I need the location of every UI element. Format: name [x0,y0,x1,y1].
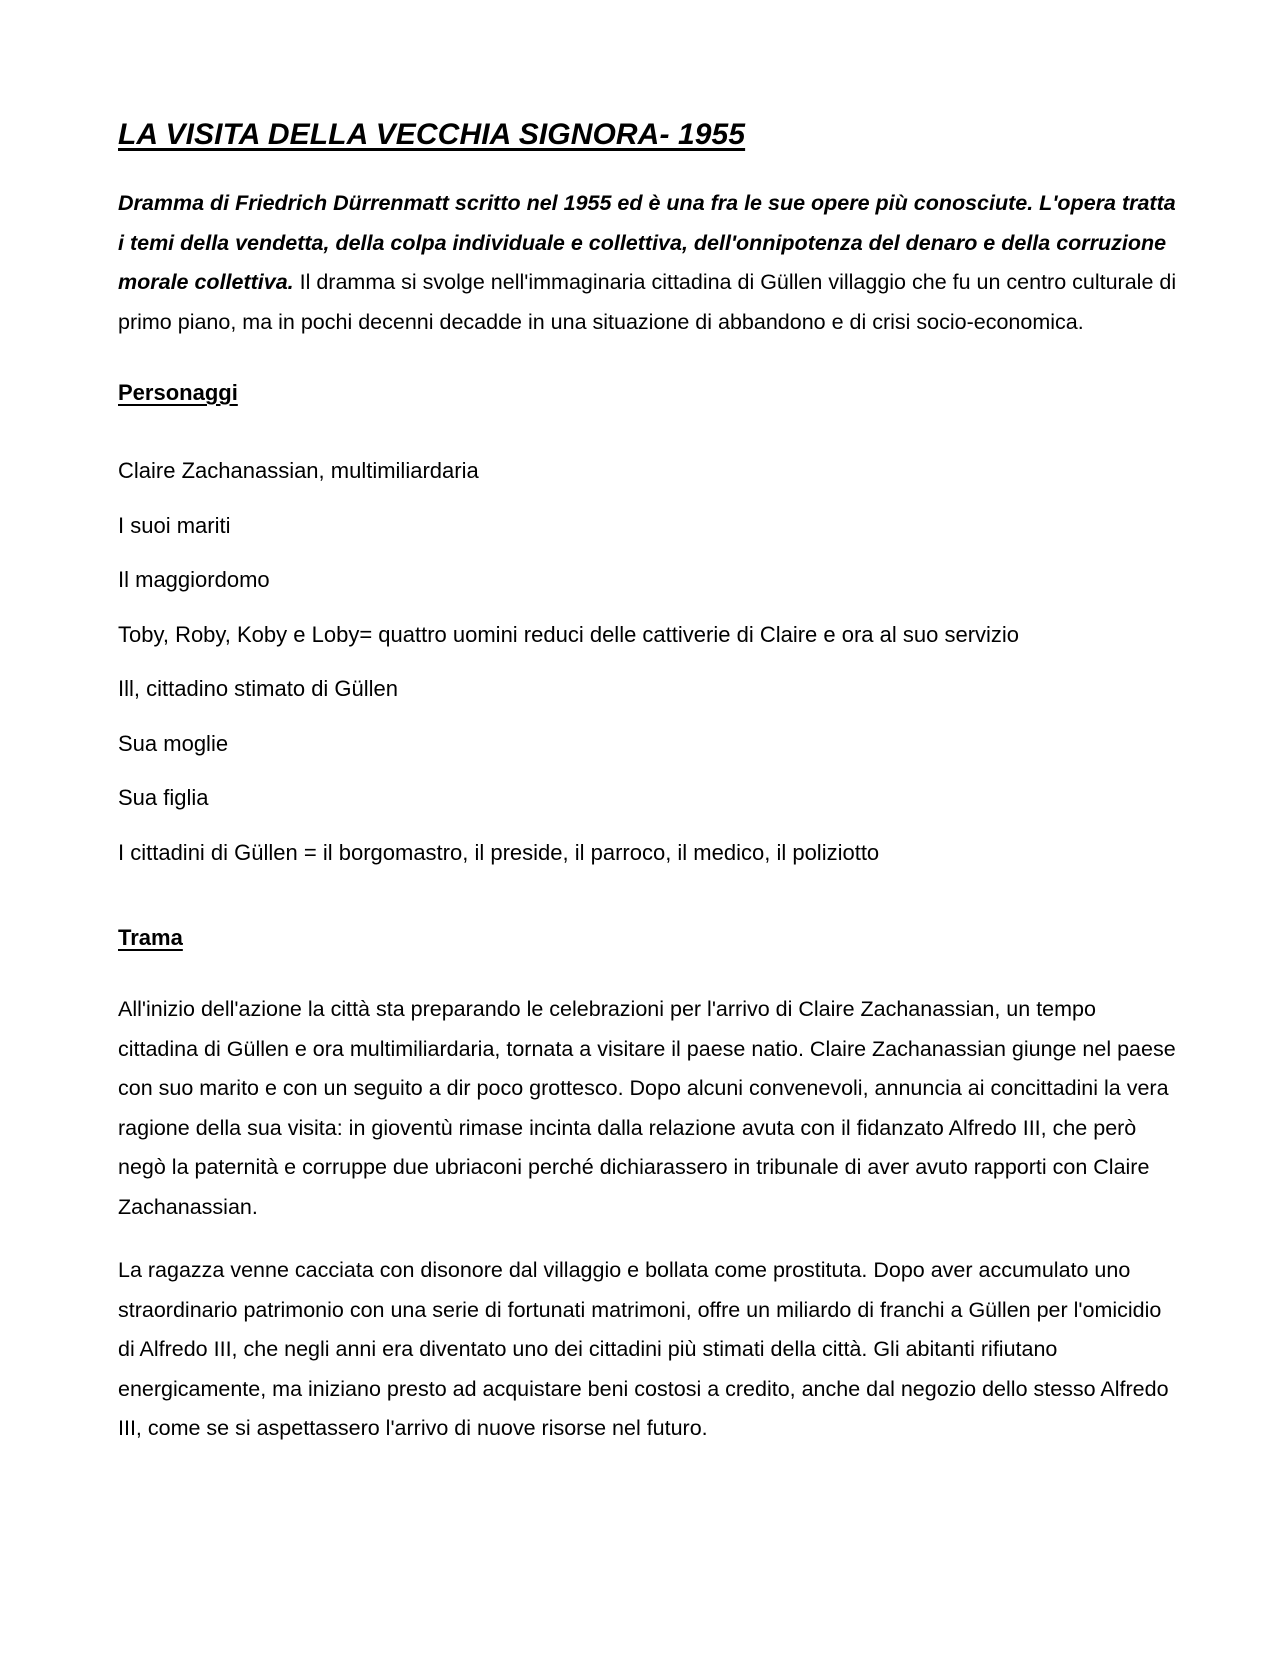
character-item: I cittadini di Güllen = il borgomastro, il preside, il parroco, il medico, il poliziotto [118,839,880,865]
character-item: Toby, Roby, Koby e Loby= quattro uomini reduci delle cattiverie di Claire e ora al suo servizio [118,621,1020,647]
characters-heading: Personaggi [118,380,238,405]
character-item: Il maggiordomo [118,567,270,592]
plot-heading: Trama [118,925,183,950]
intro-paragraph [118,184,1178,342]
character-item: I suoi mariti [118,512,231,538]
plot-paragraph-1: All'inizio dell'azione la città sta preparando le celebrazioni per l'arrivo di Claire Zachanassian, un tempo cittadina di Güllen e ora multimiliardaria, tornata a visitare il paese natio. Claire Zachanassian giunge nel paese con suo marito e con un seguito a dir poco grottesco. Dopo alcuni convenevoli, annuncia ai concittadini la vera ragione della sua visita: in gioventù rimase incinta dalla relazione avuta con il fidanzato Alfredo III, che però negò la paternità e corruppe due ubriaconi perché dichiarassero in tribunale di aver avuto rapporti con Claire Zachanassian. [118,997,1176,1219]
character-item: Claire Zachanassian, multimiliardaria [118,458,479,483]
character-item: Sua figlia [118,785,209,810]
plot-paragraph-2: La ragazza venne cacciata con disonore dal villaggio e bollata come prostituta. Dopo aver accumulato uno straordinario patrimonio con una serie di fortunati matrimoni, offre un miliardo di franchi a Güllen per l'omicidio di Alfredo III, che negli anni era diventato uno dei cittadini più stimati della città. Gli abitanti rifiutano energicamente, ma iniziano presto ad acquistare beni costosi a credito, anche dal negozio dello stesso Alfredo III, come se si aspettassero l'arrivo di nuove risorse nel futuro. [118,1258,1169,1440]
intro-bold-text: Dramma di Friedrich Dürrenmatt scritto nel 1955 ed è una fra le sue opere più conosciute. L'opera tratta i temi della vendetta, della colpa individuale e collettiva, dell'onnipotenza del denaro e della corruzione morale collettiva. [118,191,1176,294]
character-item: Sua moglie [118,730,229,756]
character-item: Ill, cittadino stimato di Güllen [118,676,399,701]
intro-regular-text: Il dramma si svolge nell'immaginaria cittadina di Güllen villaggio che fu un centro culturale di primo piano, ma in pochi decenni decadde in una situazione di abbandono e di crisi socio-economica. [118,270,1177,334]
document-title: LA VISITA DELLA VECCHIA SIGNORA- 1955 [118,118,746,151]
characters-list [118,455,1178,891]
